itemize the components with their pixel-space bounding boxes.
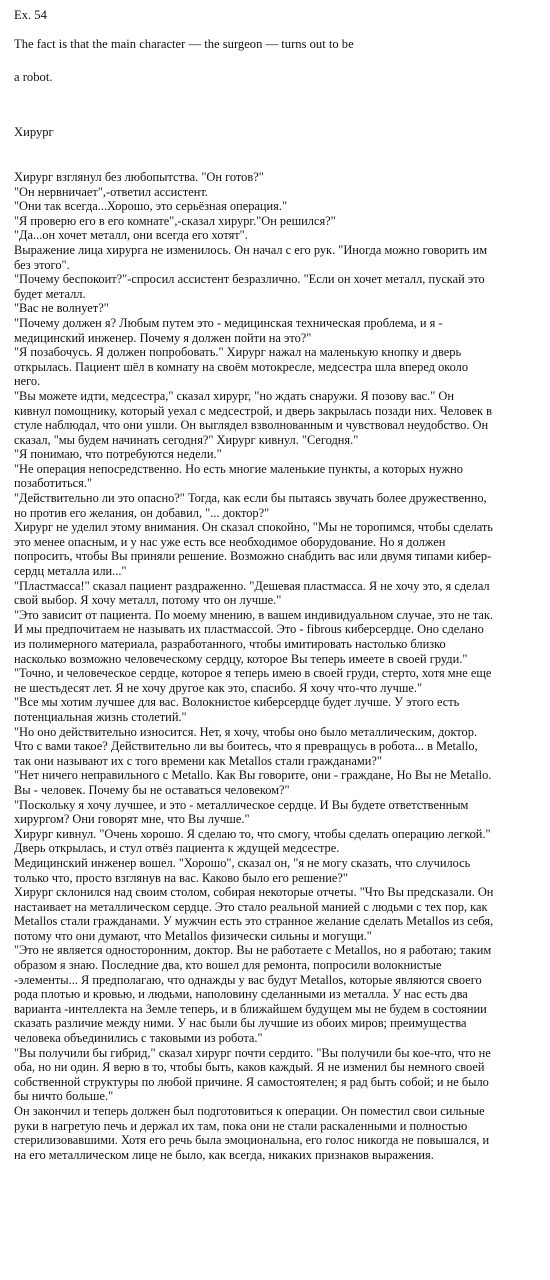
paragraph: "Почему беспокоит?"-спросил ассистент безразлично. "Если он хочет металл, пускай это будет металл. (14, 272, 485, 301)
paragraph: Он закончил и теперь должен был подготовиться к операции. Он поместил свои сильные руки в нагретую печь и держал их там, пока они не стали раскаленными и полностью стерилизовавшими. Хотя его речь была эмоциональна, его голос никогда не повышался, и на его металлическом лице не было, как всегда, никаких признаков выражения. (14, 1104, 490, 1162)
paragraph: "Все мы хотим лучшее для вас. Волокнистое киберсердце будет лучше. У этого есть потенциальная жизнь столетий." (14, 695, 460, 724)
paragraph: "Действительно ли это опасно?" Тогда, как если бы пытаясь звучать более дружественно, но против его желания, он добавил, "... доктор?" (14, 491, 487, 520)
paragraph: "Почему должен я? Любым путем это - медицинская техническая проблема, и я - медицинский инженер. Почему я должен пойти на это?" (14, 315, 443, 345)
story-title: Хирург (14, 125, 54, 139)
paragraph: Медицинский инженер вошел. "Хорошо", сказал он, "я не могу сказать, что случилось только что, просто взглянув на вас. Каково было его решение?" (14, 855, 471, 885)
paragraph: "Но оно действительно износится. Нет, я хочу, чтобы оно было металлическим, доктор. Что с вами такое? Действительно ли вы боитесь, что я превращусь в робота... в Metallo, так они называют их с того времени как Metallos стали гражданами?" (14, 724, 478, 768)
paragraph: "Нет ничего неправильного с Metallo. Как Вы говорите, они - граждане, Но Вы не Metallo. Вы - человек. Почему бы не оставаться человеком?" (14, 768, 492, 797)
document-page (14, 8, 540, 1162)
exercise-number: Ex. 54 (14, 8, 47, 22)
paragraph: "Я проверю его в его комнате",-сказал хирург."Он решился?" (14, 213, 336, 228)
paragraph: "Точно, и человеческое сердце, которое я теперь имею в своей груди, стерто, хотя мне еще не шестьдесят лет. Я не хочу другое как это, спасибо. Я хочу что-что лучше." (14, 666, 492, 695)
story-body (14, 170, 540, 1162)
paragraph: "Вы получили бы гибрид," сказал хирург почти сердито. "Вы получили бы кое-что, что не оба, но ни один. Я верю в то, чтобы быть, каков каждый. Я не изменил бы немного своей собственной структуры по любой причине. Я самостоятелен; я рад быть собой; и не было бы ничто больше." (14, 1045, 491, 1104)
paragraph: "Вас не волнует?" (14, 301, 109, 316)
paragraph: "Да...он хочет металл, они всегда его хотят". (14, 228, 248, 243)
paragraph: "Они так всегда...Хорошо, это серьёзная операция." (14, 199, 288, 214)
paragraph: "Это не является односторонним, доктор. Вы не работаете с Metallos, но я работаю; таким образом я знаю. Последние два, кто вошел для ремонта, попросили волокнистые -элементы... Я предполагаю, что однажды у вас будут Metallos, которые являются своего рода плотью и кровью, и людьми, наполовину сделанными из металла. У нас есть два варианта -интеллекта на Земле теперь, и в ближайшем будущем мы не будем в состоянии сказать различие между ними. У нас были бы лучшие из обоих миров; преимущества человека объединились с таковыми из робота." (14, 943, 492, 1046)
paragraph: "Я позабочусь. Я должен попробовать." Хирург нажал на маленькую кнопку и дверь открылась. Пациент шёл в комнату на своём мотокресле, медсестра шла вперед около него. (14, 345, 469, 389)
paragraph: "Я понимаю, что потребуются недели." (14, 447, 222, 462)
paragraph: "Он нервничает",-ответил ассистент. (14, 184, 208, 199)
paragraph: "Вы можете идти, медсестра," сказал хирург, "но ждать снаружи. Я позову вас." Он кивнул помощнику, который уехал с медсестрой, и дверь закрылась позади них. Человек в стуле наблюдал, что они ушли. Он выглядел взволнованным и чувствовал неудобство. Он сказал, "мы будем начинать сегодня?" Хирург кивнул. "Сегодня." (14, 388, 492, 447)
paragraph: Выражение лица хирурга не изменилось. Он начал с его рук. "Иногда можно говорить им без этого". (14, 242, 488, 272)
paragraph: "Это зависит от пациента. По моему мнению, в вашем индивидуальном случае, это не так. И мы предпочитаем не называть их пластмассой. Это - fibrous киберсердце. Оно сделано из полимерного материала, разработанного, чтобы имитировать настолько близко насколько возможно человеческому сердцу, которое Вы теперь имеете в своей груди." (14, 607, 494, 666)
paragraph: Хирург кивнул. "Очень хорошо. Я сделаю то, что смогу, чтобы сделать операцию легкой." Дверь открылась, и стул отвёз пациента к ждущей медсестре. (14, 826, 491, 856)
paragraph: Хирург склонился над своим столом, собирая некоторые отчеты. "Что Вы предсказали. Он настаивает на металлическом сердце. Это стало реальной манией с людьми с тех пор, как Metallos стали гражданами. У мужчин есть это странное желание сделать Metallos из себя, потому что они думают, что Metallos физически сильны и могущи." (14, 885, 494, 943)
intro-line: The fact is that the main character — the surgeon — turns out to be (14, 37, 354, 51)
paragraph: "Не операция непосредственно. Но есть многие маленькие пункты, а которых нужно позаботиться." (14, 461, 463, 491)
intro-line: a robot. (14, 70, 53, 84)
paragraph: Хирург взглянул без любопытства. "Он готов?" (14, 170, 264, 184)
paragraph: "Пластмасса!" сказал пациент раздраженно. "Дешевая пластмасса. Я не хочу это, я сделал свой выбор. Я хочу металл, потому что он лучше." (14, 578, 490, 608)
paragraph: Хирург не уделил этому внимания. Он сказал спокойно, "Мы не торопимся, чтобы сделать это менее опасным, и у нас уже есть все необходимое оборудование. Но я должен попросить, чтобы Вы приняли решение. Возможно снабдить вас или двумя типами кибер- сердц металла или..." (14, 520, 493, 579)
paragraph: "Поскольку я хочу лучшее, и это - металлическое сердце. И Вы будете ответственным хирургом? Они говорят мне, что Вы лучше." (14, 797, 469, 827)
